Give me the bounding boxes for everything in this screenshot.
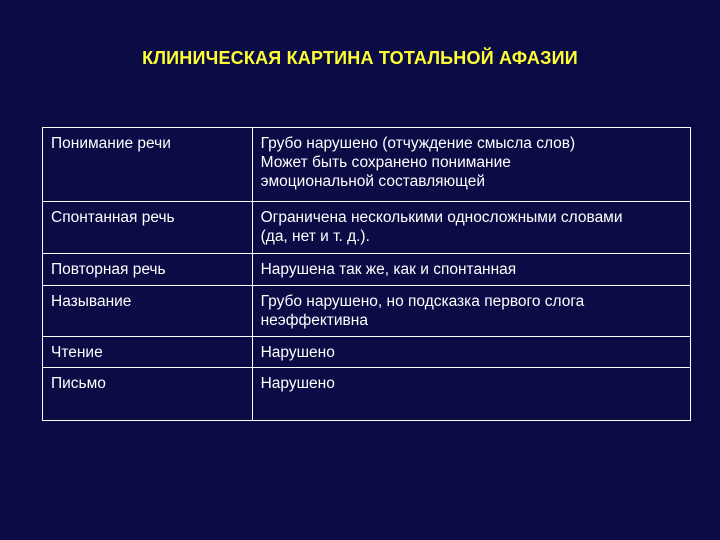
- table-row: [43, 128, 691, 202]
- feature-cell: Письмо: [43, 368, 253, 421]
- description-line: неэффективна: [260, 312, 368, 329]
- slide-title: КЛИНИЧЕСКАЯ КАРТИНА ТОТАЛЬНОЙ АФАЗИИ: [142, 48, 578, 68]
- description-line: эмоциональной составляющей: [260, 173, 486, 190]
- feature-cell: Называние: [43, 286, 253, 337]
- description-cell: [252, 337, 690, 368]
- description-cell: [252, 368, 690, 421]
- description-line: Может быть сохранено понимание: [260, 154, 511, 171]
- description-line: Нарушено: [260, 344, 335, 361]
- feature-cell: Спонтанная речь: [43, 202, 253, 254]
- description-line: Грубо нарушено (отчуждение смысла слов): [260, 135, 576, 152]
- table-row: [43, 254, 691, 286]
- description-line: Ограничена несколькими односложными словами: [260, 209, 623, 226]
- table-row: [43, 286, 691, 337]
- description-line: Грубо нарушено, но подсказка первого слога: [260, 293, 585, 310]
- description-line: Нарушена так же, как и спонтанная: [260, 261, 517, 278]
- description-cell: [252, 254, 690, 286]
- description-line: (да, нет и т. д.).: [260, 228, 370, 245]
- aphasia-table: [42, 127, 691, 421]
- description-cell: [252, 286, 690, 337]
- description-cell: [252, 128, 690, 202]
- table-row: [43, 202, 691, 254]
- feature-cell: Понимание речи: [43, 128, 253, 202]
- table-row: [43, 337, 691, 368]
- feature-cell: Повторная речь: [43, 254, 253, 286]
- description-cell: [252, 202, 690, 254]
- description-line: Нарушено: [260, 375, 335, 392]
- feature-cell: Чтение: [43, 337, 253, 368]
- table-row: [43, 368, 691, 421]
